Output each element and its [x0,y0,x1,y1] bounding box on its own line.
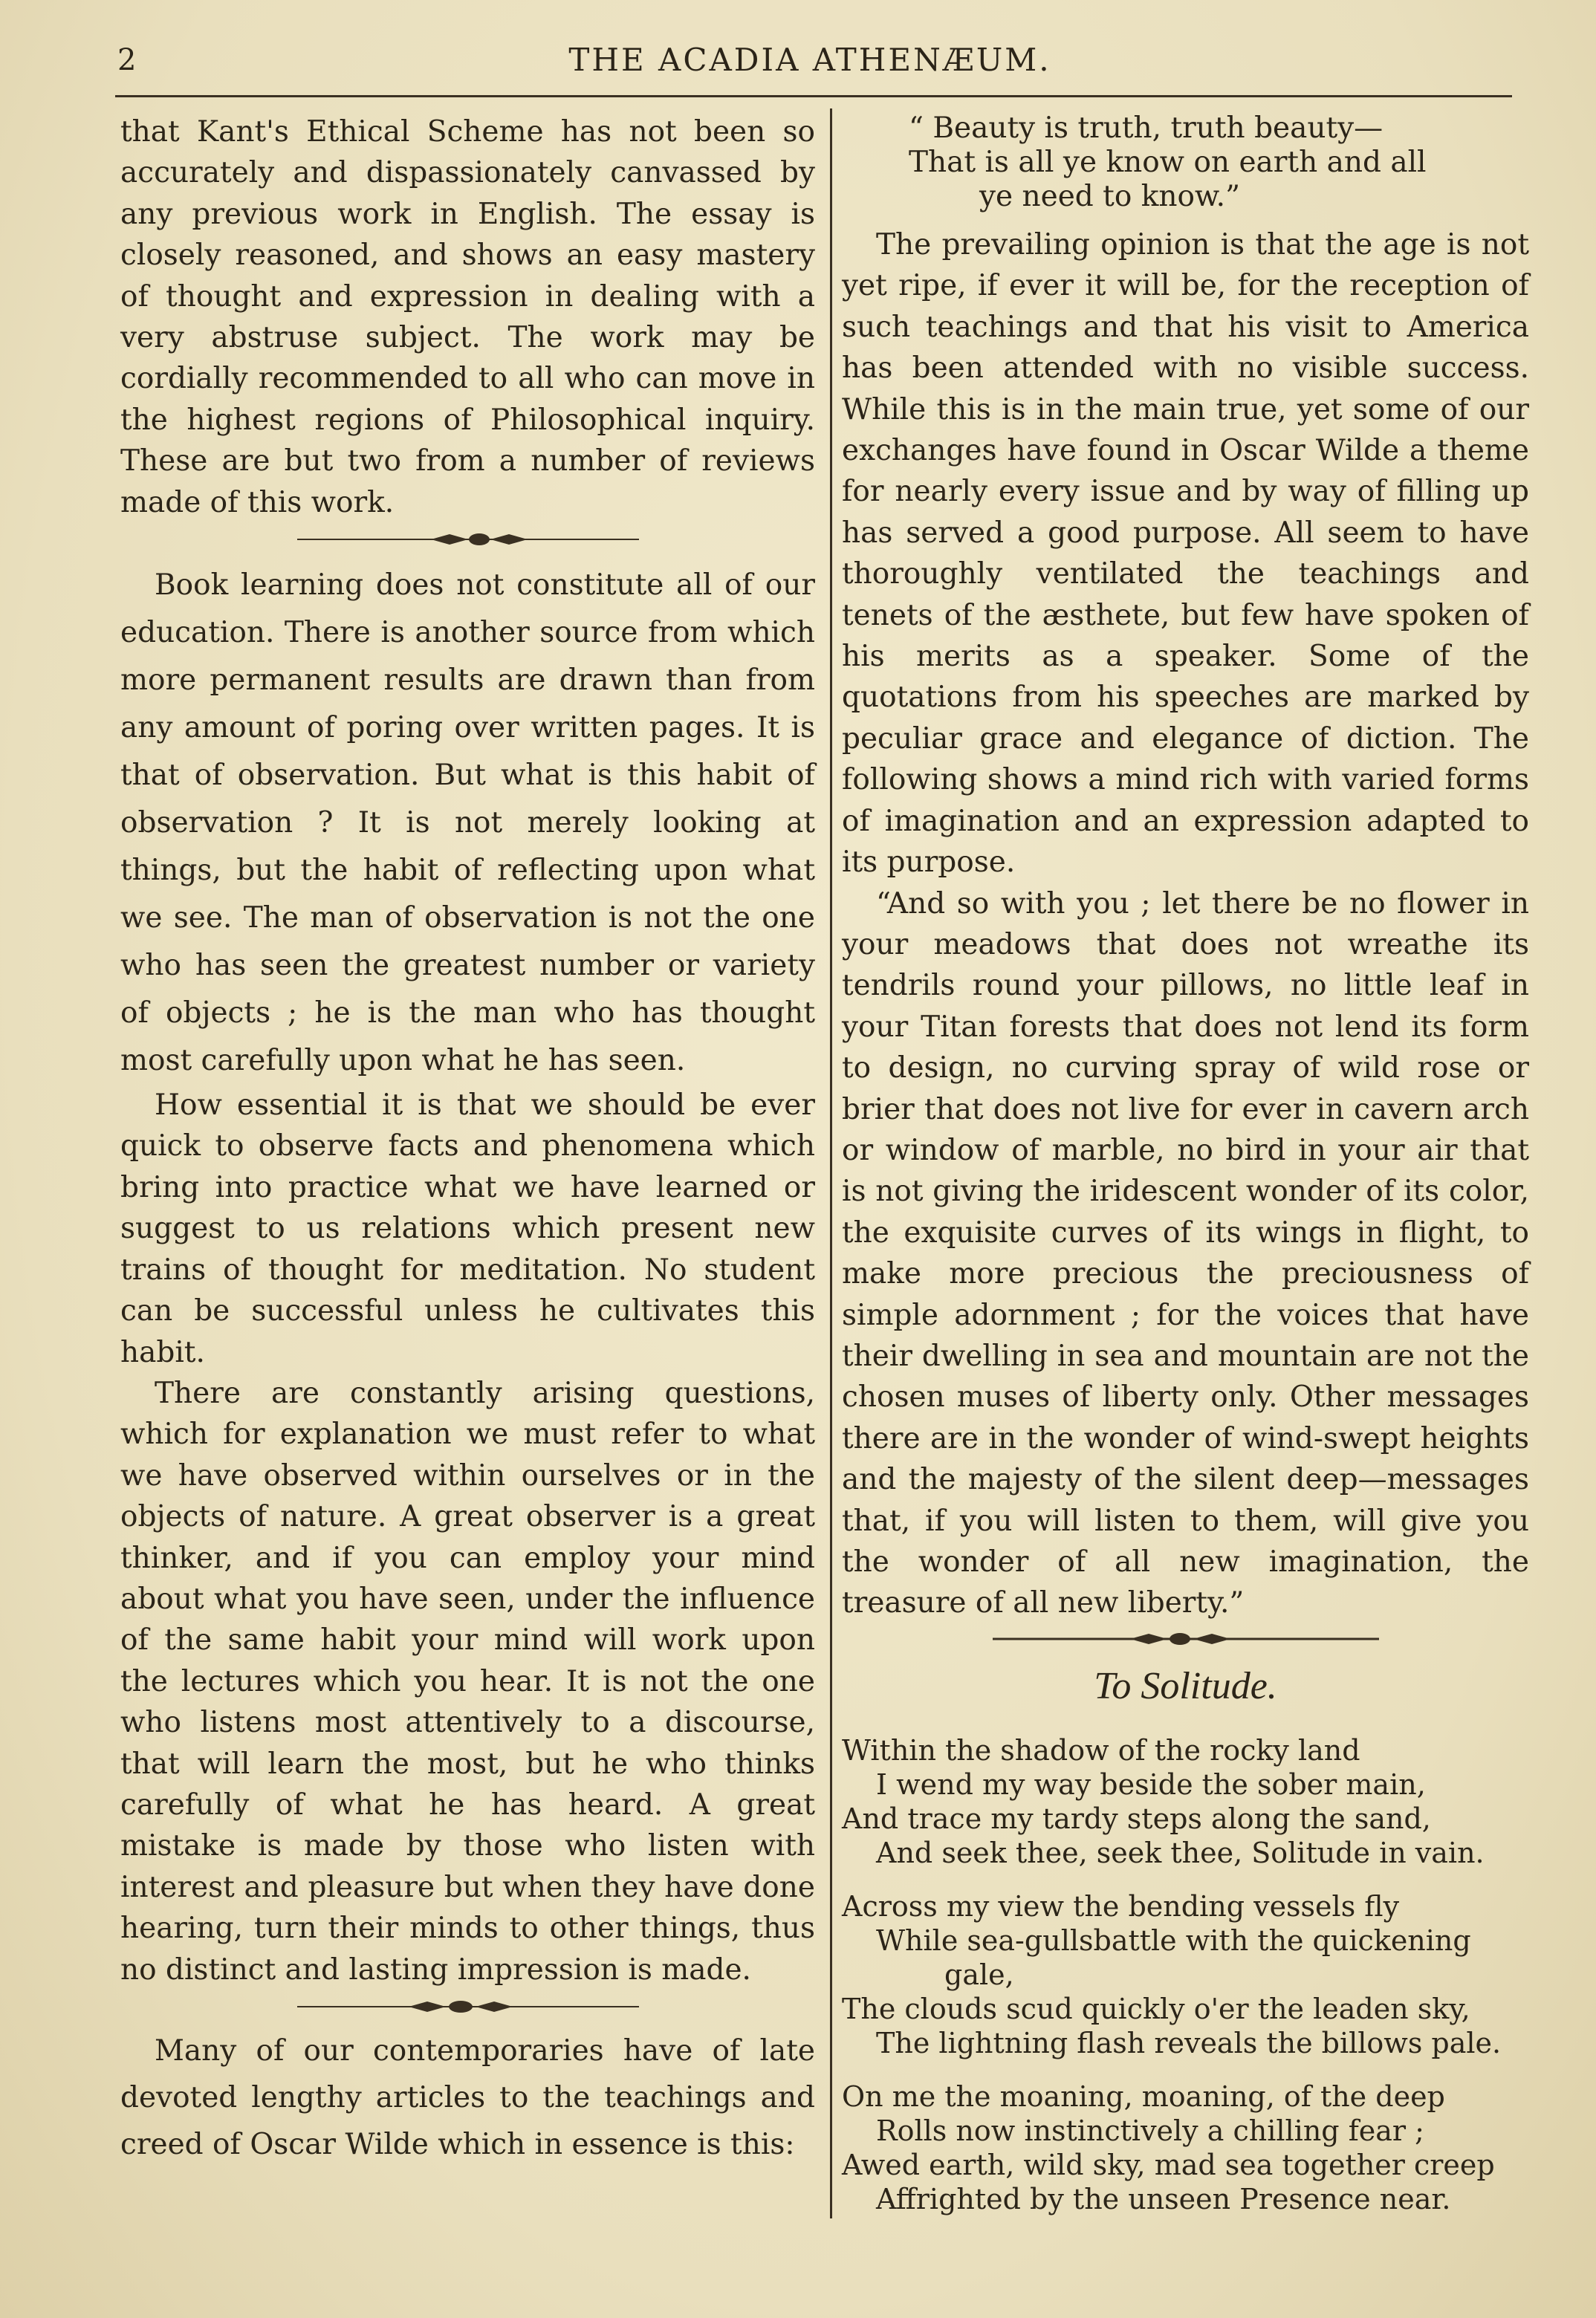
poem-stanza [842,1889,1529,2060]
poem-line: gale, [944,1958,1014,1991]
running-title: THE ACADIA ATHENÆUM. [568,42,1051,78]
poem-line: While sea-gullsbattle with the quickening [876,1923,1471,1957]
poem-line: Affrighted by the unseen Presence near. [876,2182,1451,2215]
poem-stanza [842,2080,1529,2216]
poem-line: Rolls now instinctively a chilling fear ; [876,2114,1424,2147]
poem-line: Awed earth, wild sky, mad sea together creep [842,2148,1495,2181]
poem-stanza [842,1733,1529,1870]
poem-line: Across my view the bending vessels fly [842,1889,1400,1923]
ornament-divider [985,1624,1386,1654]
running-header [111,39,1508,83]
poem-line: Within the shadow of the rocky land [842,1733,1360,1767]
header-rule [115,95,1512,97]
left-column [120,111,815,2168]
poem-line: And seek thee, seek thee, Solitude in vain. [876,1836,1485,1869]
beauty-quote [842,111,1529,214]
poem-line: The lightning flash reveals the billows pale. [876,2026,1502,2059]
paragraph-prevailing-opinion: The prevailing opinion is that the age is not yet ripe, if ever it will be, for the reception of such teachings and that his visit to America has been attended with no visible success. While this is in the main true, yet some of our exchanges have found in Oscar Wilde a theme for nearly every issue and by way of filling up has served a good purpose. All seem to have thoroughly ventilated the teachings and tenets of the æsthete, but few have spoken of his merits as a speaker. Some of the quotations from his speeches are marked by peculiar grace and elegance of diction. The following shows a mind rich with varied forms of imagination and an expression adapted to its purpose. [842,228,1529,880]
poem-line: And trace my tardy steps along the sand, [842,1802,1431,1835]
poem-line: I wend my way beside the sober main, [876,1767,1426,1801]
column-divider [830,108,832,2218]
page-number: 2 [117,43,137,77]
quote-line: “ Beauty is truth, truth beauty— [909,111,1383,145]
paragraph-quick-to-observe: How essential it is that we should be ever quick to observe facts and phenomena which bring into practice what we have learned or suggest to us relations which present new trains of thought for meditation. No student can be successful unless he cultivates this habit. [120,1088,815,1369]
quote-line: That is all ye know on earth and all [909,146,1427,179]
paragraph-questions: There are constantly arising questions, which for explanation we must refer to what we have observed within ourselves or in the objects of nature. A great observer is a great thinker, and if you can employ your mind about what you have seen, under the influence of the same habit your mind will work upon the lectures which you hear. It is not the one who listens most attentively to a discourse, that will learn the most, but he who thinks carefully of what he has heard. A great mistake is made by those who listen with interest and pleasure but when they have done hearing, turn their minds to other things, thus no distinct and lasting impression is made. [120,1376,815,1987]
paragraph-wilde-quotation: “And so with you ; let there be no flower in your meadows that does not wreathe its tendrils round your pillows, no little leaf in your Titan forests that does not lend its form to design, no curving spray of wild rose or brier that does not live for ever in cavern arch or window of marble, no bird in your air that is not giving the iridescent wonder of its color, the exquisite curves of its wings in flight, to make more precious the preciousness of simple adornment ; for the voices that have their dwelling in sea and mountain are not the chosen muses of liberty only. Other messages there are in the wonder of wind-swept heights and the majesty of the silent deep—messages that, if you will listen to them, will give you the wonder of all new imagination, the treasure of all new liberty.” [842,886,1529,1620]
poem-title: To Solitude. [1094,1664,1277,1707]
paragraph-observation: Book learning does not constitute all of our education. There is another source from which more permanent results are drawn than from any amount of poring over written pages. It is that of observation. But what is this habit of observation ? It is not merely looking at things, but the habit of reflecting upon what we see. The man of observation is not the one who has seen the greatest number or variety of objects ; he is the man who has thought most carefully upon what he has seen. [120,568,815,1078]
poem-line: The clouds scud quickly o'er the leaden sky, [842,1992,1470,2025]
paragraph-kant-review: that Kant's Ethical Scheme has not been so accurately and dispassionately canvassed by any previous work in English. The essay is closely reasoned, and shows an easy mastery of thought and expression in dealing with a very abstruse subject. The work may be cordially recommended to all who can move in the highest regions of Philosophical inquiry. These are but two from a number of reviews made of this work. [120,115,815,519]
quote-line: ye need to know.” [979,180,1241,213]
ornament-divider [290,523,646,556]
poem-line: On me the moaning, moaning, of the deep [842,2080,1445,2113]
ornament-divider [290,1990,646,2023]
right-column [842,111,1529,2236]
paragraph-oscar-wilde: Many of our contemporaries have of late devoted lengthy articles to the teachings and creed of Oscar Wilde which in essence is this: [120,2034,815,2161]
